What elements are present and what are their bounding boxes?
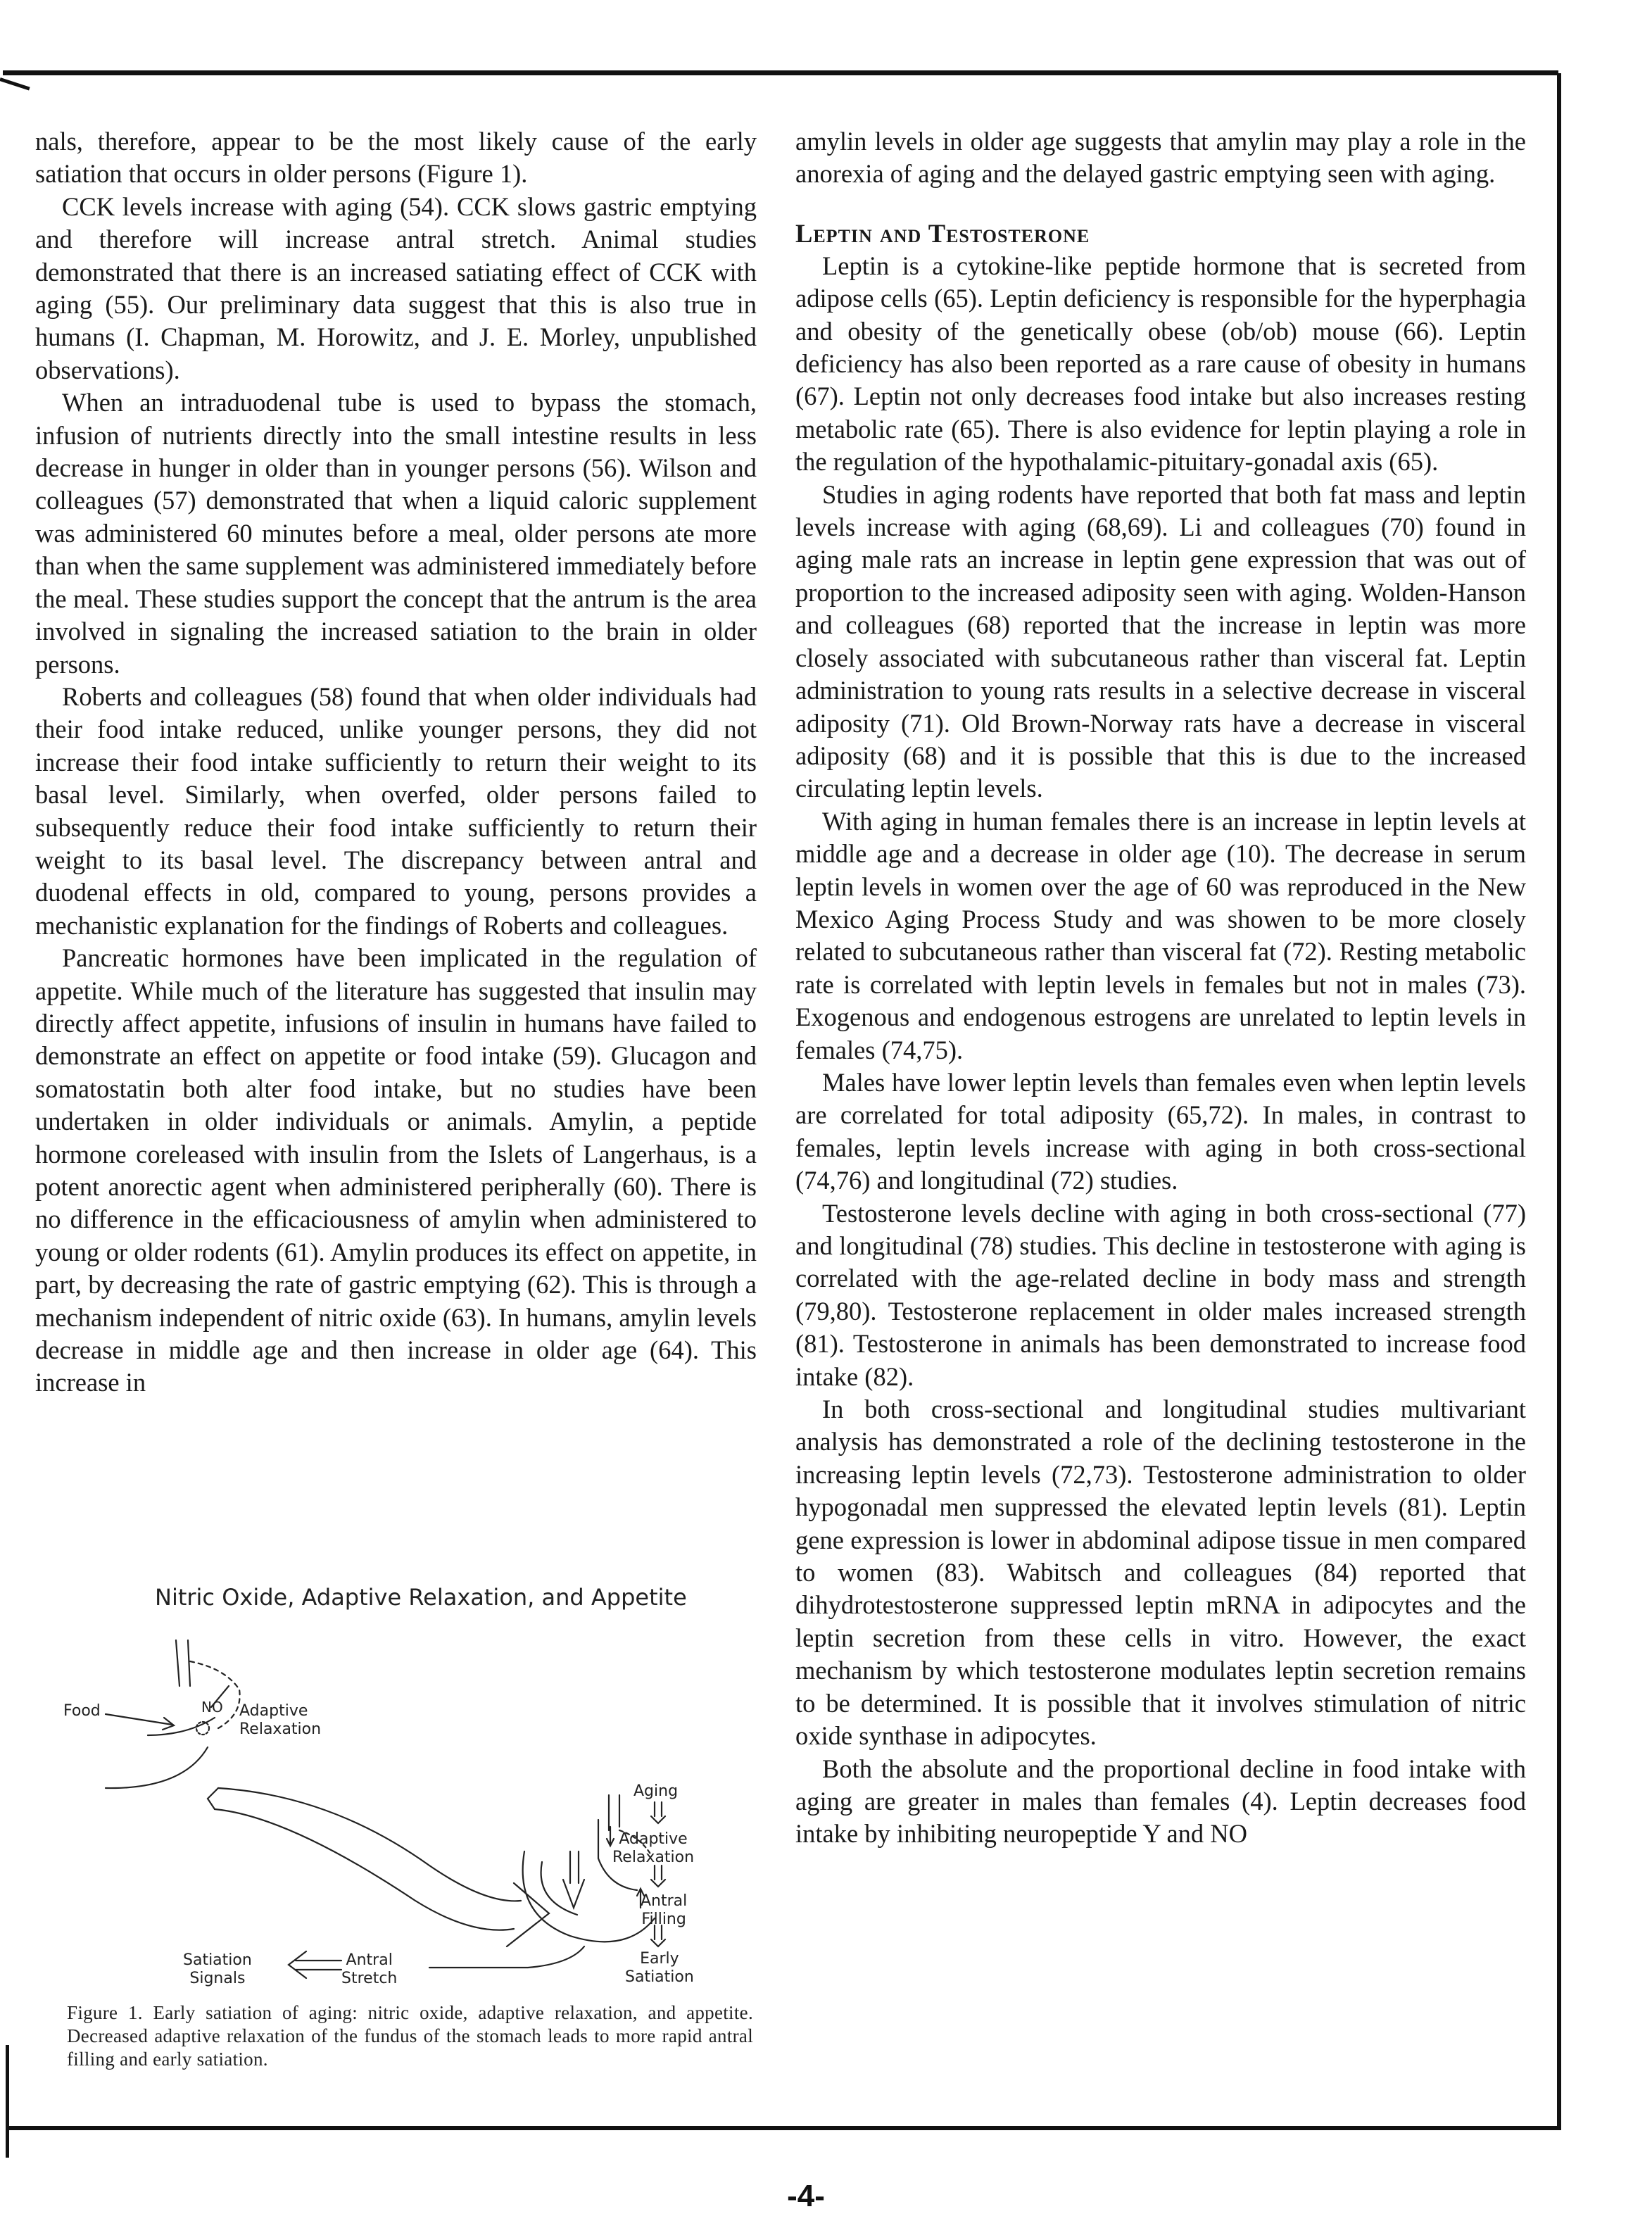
paragraph: When an intraduodenal tube is used to bypass the stomach, infusion of nutrients directly into the small intestine results in less decrease in hunger in older than in younger persons (56). Wilson and colleagues (57) demonstrated that when a liquid caloric supplement was administered 60 minutes before a meal, older persons ate more than when the same supplement was administered immediately before the meal. These studies support the concept that the antrum is the area involved in signaling the increased satiation to the brain in older persons. — [35, 388, 757, 679]
paragraph: With aging in human females there is an increase in leptin levels at middle age and a decrease in older age (10). The decrease in serum leptin levels in women over the age of 60 was reproduced in the New Mexico Aging Process Study and was showen to be more closely related to subcutaneous rather than visceral fat (72). Resting metabolic rate is correlated with leptin levels in females but not in males (73). Exogenous and endogenous estrogens are unrelated to leptin levels in females (74,75). — [795, 806, 1526, 1064]
stomach-lower-curve — [106, 1747, 208, 1788]
paragraph: Pancreatic hormones have been implicated in the regulation of appetite. While much of the literature has suggested that insulin may directly affect appetite, infusions of insulin in humans have failed to demonstrate an effect on appetite or food intake (59). Glucagon and somatostatin both alter food intake, but no studies have been undertaken in older individuals or animals. Amylin, a peptide hormone coreleased with insulin from the Islets of Langerhaus, is a potent anorectic agent when administered peripherally (60). There is no difference in the efficaciousness of amylin when administered to young or older rodents (61). Amylin produces its effect on appetite, in part, by decreasing the rate of gastric emptying (62). This is through a mechanism independent of nitric oxide (63). In humans, amylin levels decrease in middle age and then increase in older age (64). This increase in — [35, 943, 757, 1397]
right-text-column — [795, 125, 1526, 1851]
adaptive-relaxation-right-label: Adaptive Relaxation — [612, 1830, 695, 1866]
flow-arrow-upper — [218, 1788, 521, 1901]
esophagus-line-left — [176, 1640, 179, 1686]
paragraph: CCK levels increase with aging (54). CCK slows gastric emptying and therefore will increase antral stretch. Animal studies demonstrated that there is an increased satiating effect of CCK with aging (55). Our preliminary data suggest that this is also true in humans (I. Chapman, M. Horowitz, and J. E. Morley, unpublished observations). — [35, 191, 757, 384]
flow-arrowhead — [507, 1883, 549, 1946]
satiation-arrowhead — [289, 1951, 306, 1978]
esophagus-line-right — [188, 1640, 190, 1686]
figure-caption: Figure 1. Early satiation of aging: nitric oxide, adaptive relaxation, and appetite. Decreased adaptive relaxation of the fundus of the stomach leads to more rapid antral filling and early satiation. — [67, 2002, 753, 2070]
paragraph: Roberts and colleagues (58) found that when older individuals had their food intake reduced, unlike younger persons, they did not increase their food intake sufficiently to return their weight to its basal level. Similarly, when overfed, older persons failed to subsequently reduce their food intake sufficiently to return their weight to its basal level. The discrepancy between antral and duodenal effects in old, compared to young, persons provides a mechanistic explanation for the findings of Roberts and colleagues. — [35, 681, 757, 940]
food-arrow — [106, 1714, 172, 1725]
antral-stretch-label: Antral Stretch — [341, 1951, 398, 1987]
page-frame-left — [6, 2045, 9, 2158]
figure-title: Nitric Oxide, Adaptive Relaxation, and Appetite — [155, 1584, 687, 1611]
antrum-inner-wall — [541, 1862, 577, 1915]
paragraph: Testosterone levels decline with aging in both cross-sectional (77) and longitudinal (78) studies. This decline in testosterone with aging is correlated with the age-related decline in body mass and strength (79,80). Testosterone replacement in older males increased strength (81). Testosterone in animals has been demonstrated to increase food intake (82). — [795, 1198, 1526, 1391]
page-frame-corner-mark — [0, 77, 30, 90]
paragraph: Leptin is a cytokine-like peptide hormone that is secreted from adipose cells (65). Leptin deficiency is responsible for the hyperphagia and obesity of the genetically obese (ob/ob) mouse (66). Leptin deficiency has also been reported as a rare cause of obesity in humans (67). Leptin not only decreases food intake but also increases resting metabolic rate (65). There is also evidence for leptin playing a role in the regulation of the hypothalamic-pituitary-gonadal axis (65). — [795, 251, 1526, 477]
right-column-paragraphs — [795, 250, 1526, 1851]
inner-down-arrow — [563, 1880, 584, 1908]
satiation-signals-label: Satiation Signals — [183, 1951, 252, 1987]
flow-arrow-tail — [208, 1788, 218, 1809]
early-satiation-label: Early Satiation — [625, 1950, 694, 1986]
relaxation-down-arrow — [651, 1865, 665, 1887]
page-frame-top — [3, 70, 1558, 75]
paragraph: In both cross-sectional and longitudinal studies multivariant analysis has demonstrated a role of the declining testosterone in the increasing leptin levels (72,73). Testosterone administration to older hypogonadal men suppressed the elevated leptin levels (81). Leptin gene expression is lower in abdominal adipose tissue in men compared to women (83). Wabitsch and colleagues (84) reported that dihydrotestosterone suppressed leptin mRNA in adipocytes and the leptin secretion from these cells in vitro. However, the exact mechanism by which testosterone modulates leptin secretion remains to be determined. It is possible that it involves stimulation of nitric oxide synthase in adipocytes. — [795, 1395, 1526, 1751]
antral-filling-label: Antral Filling — [641, 1892, 688, 1928]
stomach-upper-wall — [148, 1718, 215, 1735]
inner-down-arrow-stem — [570, 1851, 579, 1883]
satiation-arrow-shaft — [296, 1961, 341, 1970]
antral-stretch-line — [429, 1946, 584, 1968]
paragraph: Both the absolute and the proportional decline in food intake with aging are greater in males than females (4). Leptin decreases food intake by inhibiting neuropeptide Y and NO — [795, 1754, 1526, 1849]
aging-down-arrow — [651, 1802, 665, 1823]
paragraph: nals, therefore, appear to be the most likely cause of the early satiation that occurs in older persons (Figure 1). — [35, 127, 757, 189]
aging-label: Aging — [633, 1782, 679, 1800]
right-column-intro: amylin levels in older age suggests that amylin may play a role in the anorexia of aging and the delayed gastric emptying seen with aging. — [795, 127, 1526, 189]
section-heading: Leptin and Testosterone — [795, 218, 1090, 248]
left-text-column — [35, 125, 757, 1399]
page-number: -4- — [787, 2179, 825, 2213]
page-frame-bottom — [6, 2126, 1561, 2130]
paragraph: Studies in aging rodents have reported that both fat mass and leptin levels increase with aging (68,69). Li and colleagues (70) found in aging male rats an increase in leptin gene expression that was out of proportion to the increased adiposity seen with aging. Wolden-Hanson and colleagues (68) reported that the increase in leptin was more closely associated with subcutaneous rather than visceral fat. Leptin administration to young rats results in a selective decrease in visceral adiposity (71). Old Brown-Norway rats have a decrease in visceral adiposity (68) and it is possible that this is due to the increased circulating leptin levels. — [795, 479, 1526, 803]
page-frame-right — [1557, 73, 1561, 2129]
no-label: NO — [201, 1699, 223, 1716]
paragraph: Males have lower leptin levels than females even when leptin levels are correlated for total adiposity (65,72). In males, in contrast to females, leptin levels increase with aging in both cross-sectional (74,76) and longitudinal (72) studies. — [795, 1067, 1526, 1195]
adaptive-relaxation-top-label: Adaptive Relaxation — [239, 1702, 322, 1738]
food-label: Food — [63, 1702, 101, 1720]
